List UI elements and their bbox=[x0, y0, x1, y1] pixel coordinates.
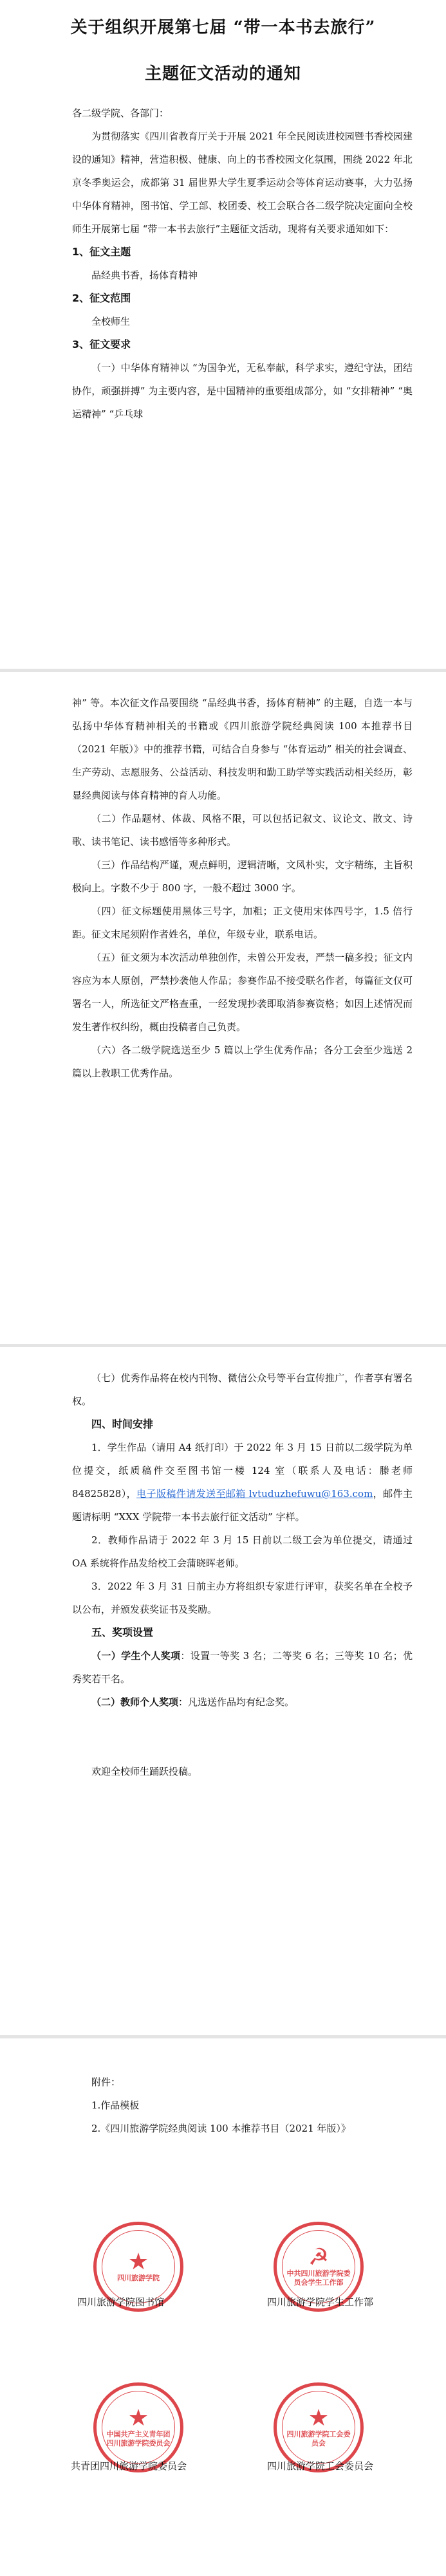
youth-league-seal-text: 中国共产主义青年团四川旅游学院委员会 bbox=[106, 2430, 171, 2447]
section-3-item-3: （三）作品结构严谨，观点鲜明，逻辑清晰，文风朴实，文字精练，主旨积极向上。字数不少于 800 字，一般不超过 3000 字。 bbox=[72, 859, 413, 894]
section-5-item-2 bbox=[72, 1691, 413, 1714]
section-1-heading: 1、征文主题 bbox=[72, 246, 131, 258]
section-2-heading: 2、征文范围 bbox=[72, 292, 131, 304]
closing-line: 欢迎全校师生踊跃投稿。 bbox=[91, 1766, 198, 1777]
section-3-item-1-continued: 神” 等。本次征文作品要围绕 “品经典书香，扬体育精神” 的主题，自选一本与弘扬中华体育精神相关的书籍或《四川旅游学院经典阅读 100 本推荐书目（2021 年版）》中的推荐书籍，可结合自身参与 “体育运动” 相关的社会调查、生产劳动、志愿服务、公益活动、科技发明和勤工助学等实践活动相关经历，彰显经典阅读与体育精神的育人功能。 bbox=[72, 697, 413, 801]
document-page-1 bbox=[0, 0, 446, 669]
star-icon: ★ bbox=[127, 2249, 149, 2275]
signer-union: 四川旅游学院工会委员会 bbox=[267, 2460, 374, 2472]
attachments bbox=[72, 2071, 413, 2140]
teacher-award-label: （二）教师个人奖项 bbox=[91, 1696, 179, 1708]
section-4-item-1-text: 1．学生作品（请用 A4 纸打印）于 2022 年 3 月 15 日前以二级学院为单位提交，纸质稿件交至图书馆一楼 124 室（联系人及电话：滕老师 84825828）， bbox=[72, 1442, 413, 1500]
document-title-line-2: 主题征文活动的通知 bbox=[144, 64, 301, 84]
section-4-item-1 bbox=[72, 1436, 413, 1528]
student-award-label: （一）学生个人奖项 bbox=[91, 1650, 181, 1662]
signer-youth-league: 共青团四川旅游学院委员会 bbox=[71, 2460, 187, 2472]
section-2-body: 全校师生 bbox=[91, 316, 131, 327]
party-emblem-icon: ☭ bbox=[308, 2244, 330, 2271]
document-body-3 bbox=[72, 1366, 413, 1783]
section-1-body: 品经典书香，扬体育精神 bbox=[91, 269, 198, 281]
signer-library: 四川旅游学院图书馆 bbox=[77, 2296, 165, 2308]
star-icon: ★ bbox=[308, 2405, 330, 2431]
section-3-item-1: （一）中华体育精神以 “为国争光，无私奉献，科学求实，遵纪守法，团结协作，顽强拼搏” 为主要内容，是中国精神的重要组成部分，如 “女排精神” “奥运精神” “乒乓球 bbox=[72, 362, 413, 420]
intro-paragraph: 为贯彻落实《四川省教育厅关于开展 2021 年全民阅读进校园暨书香校园建设的通知》精神，营造积极、健康、向上的书香校园文化氛围，围绕 2022 年北京冬季奥运会，成都第 31 届世界大学生夏季运动会等体育运动赛事，大力弘扬中华体育精神，图书馆、学工部、校团委、校工会联合各二级学院决定面向全校师生开展第七届 “带一本书去旅行”主题征文活动，现将有关要求通知如下： bbox=[72, 131, 413, 235]
salutation: 各二级学院、各部门： bbox=[72, 107, 169, 119]
document-page-4 bbox=[0, 2038, 446, 2576]
attachments-heading: 附件： bbox=[91, 2076, 121, 2088]
section-5-heading: 五、奖项设置 bbox=[91, 1626, 154, 1638]
attachment-1: 1.作品模板 bbox=[91, 2100, 140, 2111]
signer-student-affairs: 四川旅游学院学生工作部 bbox=[267, 2296, 374, 2308]
star-icon: ★ bbox=[127, 2405, 149, 2431]
submission-email-link[interactable]: 电子版稿件请发送至邮箱 lvtuduzhefuwu@163.com bbox=[136, 1488, 373, 1500]
library-seal-text: 四川旅游学院 bbox=[117, 2274, 160, 2282]
union-seal-text: 四川旅游学院工会委员会 bbox=[286, 2430, 351, 2447]
section-3-item-4: （四）征文标题使用黑体三号字，加粗；正文使用宋体四号字，1.5 倍行距。征文末尾须附作者姓名，单位，年级专业，联系电话。 bbox=[72, 905, 413, 940]
youth-league-seal bbox=[93, 2382, 183, 2472]
document-page-3 bbox=[0, 1347, 446, 2035]
section-3-item-7: （七）优秀作品将在校内刊物、微信公众号等平台宣传推广，作者享有署名权。 bbox=[72, 1372, 413, 1407]
section-3-item-2: （二）作品题材、体裁、风格不限，可以包括记叙文、议论文、散文、诗歌、读书笔记、读书感悟等多种形式。 bbox=[72, 813, 413, 848]
section-4-item-2: 2．教师作品请于 2022 年 3 月 15 日前以二级工会为单位提交，请通过 OA 系统将作品发给校工会蒲晓晖老师。 bbox=[72, 1534, 413, 1569]
section-4-item-3: 3．2022 年 3 月 31 日前主办方将组织专家进行评审，获奖名单在全校予以公布，并颁发获奖证书及奖励。 bbox=[72, 1581, 413, 1615]
section-5-item-1 bbox=[72, 1644, 413, 1691]
section-4-item-1-tail: ，邮件主题请标明 “XXX 学院带一本书去旅行征文活动” 字样。 bbox=[72, 1488, 413, 1523]
teacher-award-text: ：凡选送作品均有纪念奖。 bbox=[178, 1696, 295, 1708]
section-3-item-5: （五）征文须为本次活动单独创作，未曾公开发表，严禁一稿多投；征文内容应为本人原创，严禁抄袭他人作品；参赛作品不接受联名作者，每篇征文仅可署名一人，所选征文严格查重，一经发现抄袭即取消参赛资格；如因上述情况而发生著作权纠纷，概由投稿者自己负责。 bbox=[72, 952, 413, 1033]
document-body-2 bbox=[72, 691, 413, 1085]
section-3-item-6: （六）各二级学院选送至少 5 篇以上学生优秀作品；各分工会至少选送 2 篇以上教职工优秀作品。 bbox=[72, 1044, 413, 1079]
union-seal bbox=[274, 2382, 364, 2472]
student-affairs-seal-text: 中共四川旅游学院委员会学生工作部 bbox=[286, 2269, 351, 2287]
document-page-2 bbox=[0, 672, 446, 1344]
attachment-2: 2.《四川旅游学院经典阅读 100 本推荐书目（2021 年版）》 bbox=[91, 2123, 351, 2134]
section-4-heading: 四、时间安排 bbox=[91, 1418, 154, 1430]
document-title-line-1: 关于组织开展第七届 “带一本书去旅行” bbox=[70, 18, 376, 37]
section-3-heading: 3、征文要求 bbox=[72, 338, 131, 350]
student-award-text: ：设置一等奖 3 名；二等奖 6 名；三等奖 10 名；优秀奖若干名。 bbox=[72, 1650, 413, 1685]
document-body-1 bbox=[72, 102, 413, 426]
